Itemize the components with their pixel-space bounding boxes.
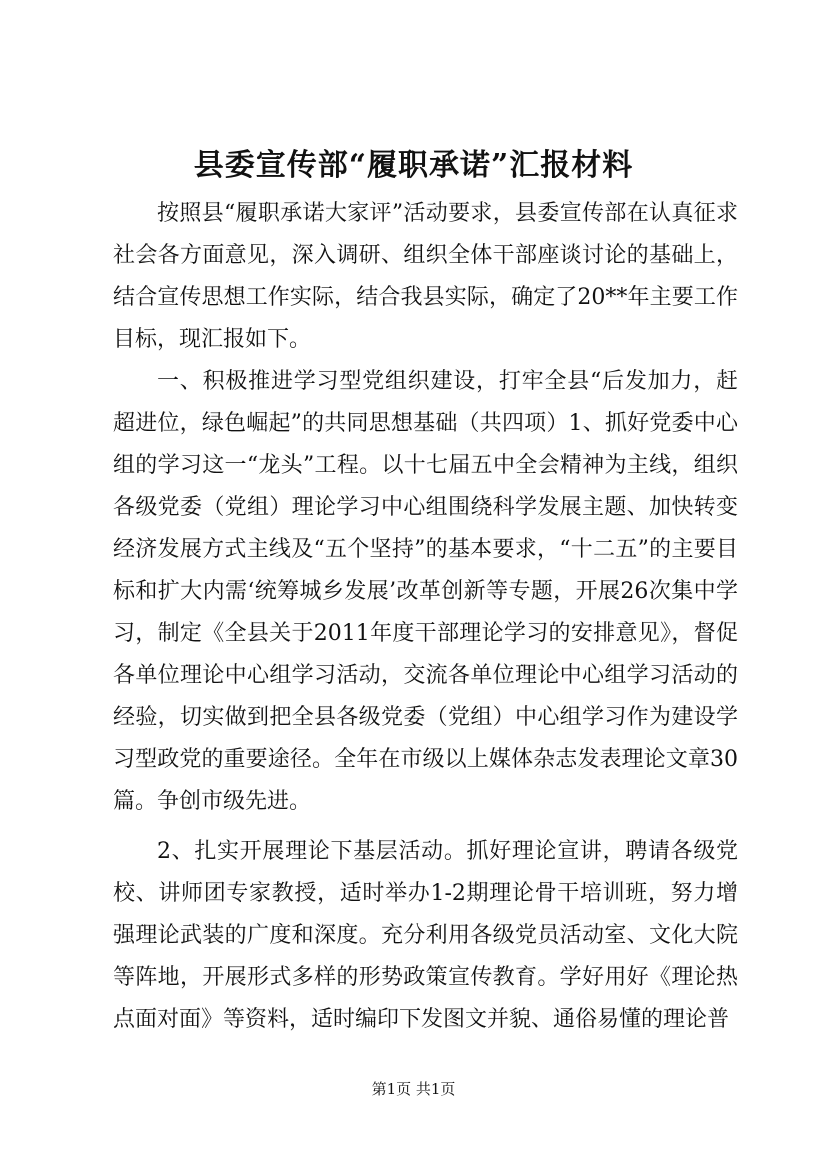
document-title: 县委宣传部“履职承诺”汇报材料 <box>193 148 634 183</box>
paragraph-item-two: 2、扎实开展理论下基层活动。抓好理论宣讲，聘请各级党校、讲师团专家教授，适时举办1-2期理论骨干培训班，努力增强理论武装的广度和深度。充分利用各级党员活动室、文化大院等阵地，开展形式多样的形势政策宣传教育。学好用好《理论热点面对面》等资料，适时编印下发图文并貌、通俗易懂的理论普 <box>113 839 738 1032</box>
paragraph-intro: 按照县“履职承诺大家评”活动要求，县委宣传部在认真征求社会各方面意见，深入调研、组织全体干部座谈讨论的基础上，结合宣传思想工作实际，结合我县实际，确定了20**年主要工作目标，现汇报如下。 <box>113 201 738 352</box>
document-body <box>113 193 738 1041</box>
paragraph-section-one: 一、积极推进学习型党组织建设，打牢全县“后发加力，赶超进位，绿色崛起”的共同思想基础（共四项）1、抓好党委中心组的学习这一“龙头”工程。以十七届五中全会精神为主线，组织各级党委（党组）理论学习中心组围绕科学发展主题、加快转变经济发展方式主线及“五个坚持”的基本要求，“十二五”的主要目标和扩大内需‘统筹城乡发展’改革创新等专题，开展26次集中学习，制定《全县关于2011年度干部理论学习的安排意见》，督促各单位理论中心组学习活动，交流各单位理论中心组学习活动的经验，切实做到把全县各级党委（党组）中心组学习作为建设学习型政党的重要途径。全年在市级以上媒体杂志发表理论文章30篇。争创市级先进。 <box>113 369 738 814</box>
page-footer: 第1页 共1页 <box>371 1080 456 1098</box>
